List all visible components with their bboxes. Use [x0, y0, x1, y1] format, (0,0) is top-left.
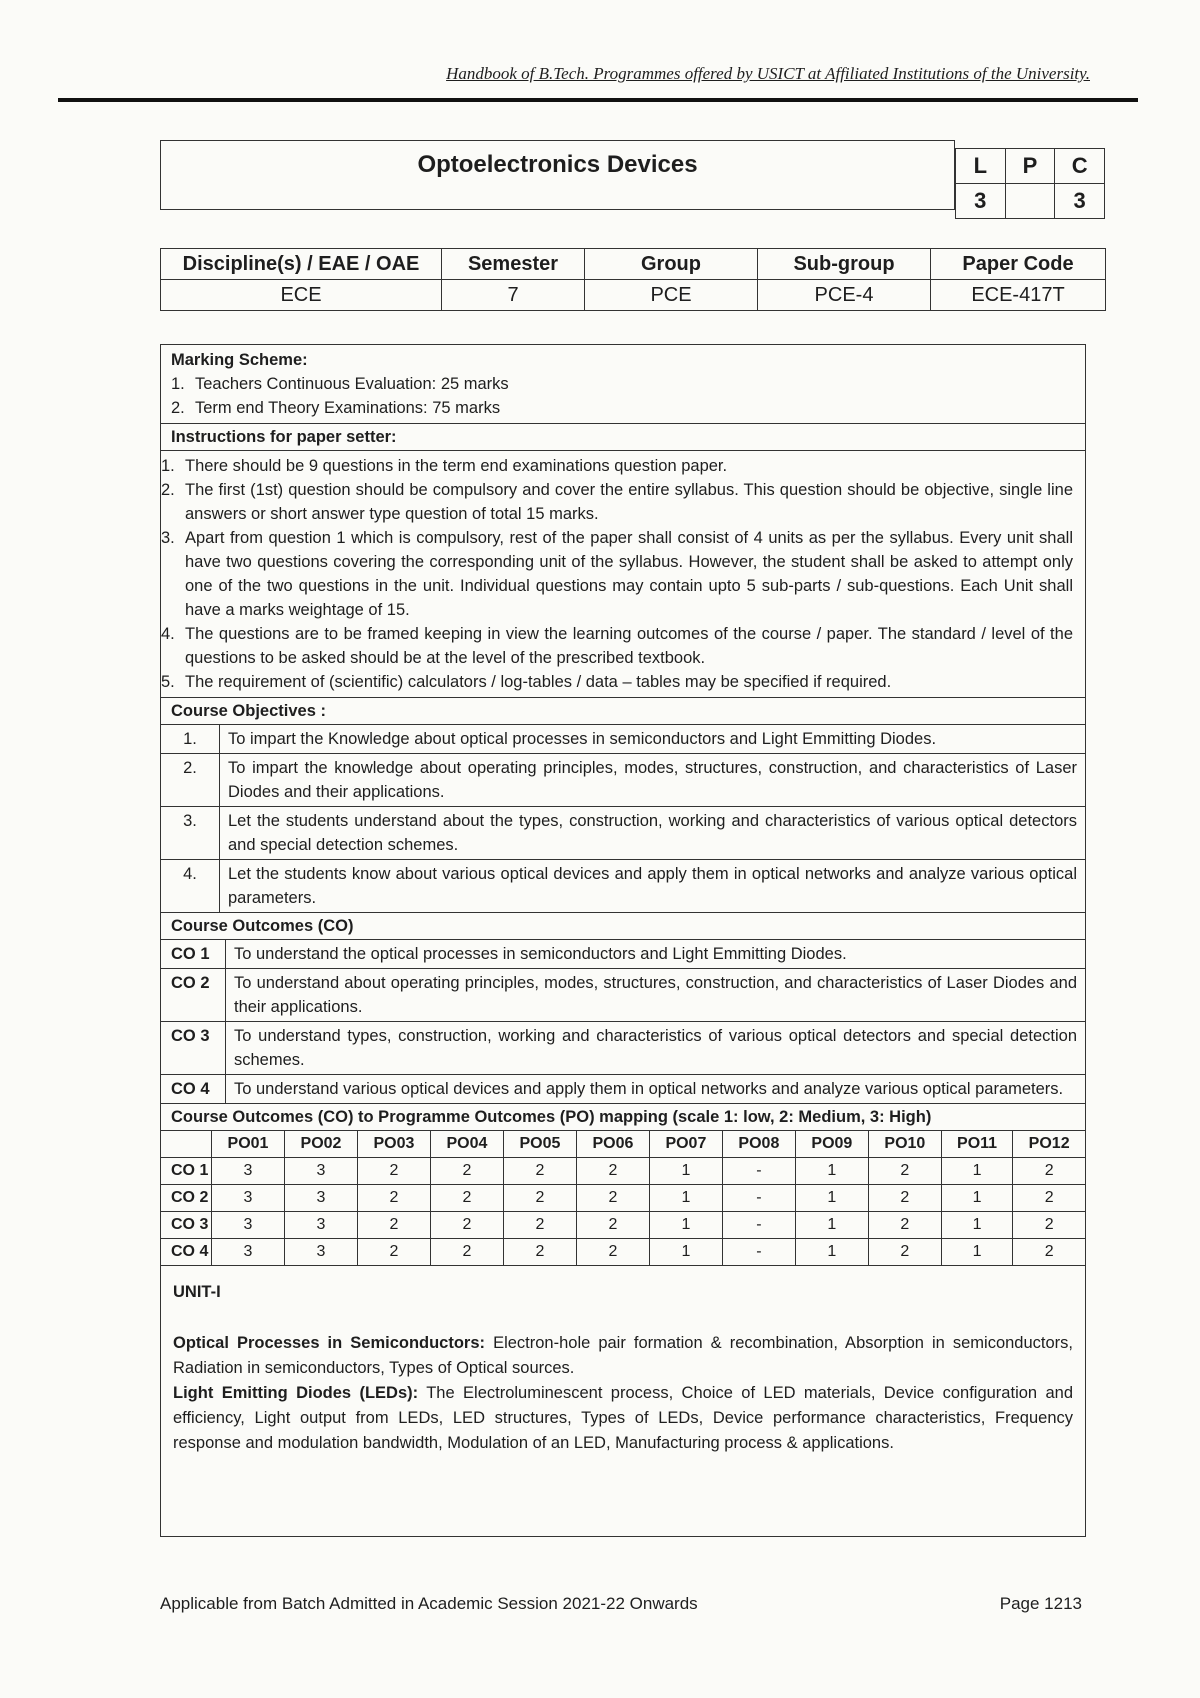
mapping-header-row: [161, 1131, 1085, 1158]
table-row: [161, 1212, 1085, 1239]
lpc-value-l: 3: [956, 184, 1006, 219]
outcome-code: CO 1: [161, 940, 226, 969]
lpc-table: [955, 148, 1105, 219]
mapping-cell: 2: [1013, 1239, 1085, 1266]
mapping-row-label: CO 1: [161, 1158, 212, 1185]
mapping-cell: 1: [941, 1185, 1012, 1212]
mapping-cell: 3: [212, 1158, 285, 1185]
lpc-value-c: 3: [1055, 184, 1105, 219]
mapping-cell: 1: [941, 1158, 1012, 1185]
mapping-cell: 2: [503, 1185, 576, 1212]
course-title-box: [160, 140, 955, 210]
objectives-title: Course Objectives :: [161, 698, 1085, 725]
outcomes-title: Course Outcomes (CO): [161, 913, 1085, 940]
objective-text: Let the students understand about the types, construction, working and characteristics of various optical detectors and special detection schemes.: [220, 807, 1086, 860]
disc-value-semester: 7: [442, 280, 585, 311]
mapping-table: [161, 1131, 1085, 1266]
mapping-cell: 2: [430, 1239, 503, 1266]
objective-num: 2.: [161, 754, 220, 807]
lpc-value-p: [1005, 184, 1055, 219]
mapping-row-label: CO 2: [161, 1185, 212, 1212]
mapping-row-label: CO 3: [161, 1212, 212, 1239]
lpc-header-p: P: [1005, 149, 1055, 184]
instruction-item: The questions are to be framed keeping in view the learning outcomes of the course / paper. The standard / level of the questions to be asked should be at the level of the prescribed textbook.: [185, 625, 1073, 667]
outcome-code: CO 3: [161, 1022, 226, 1075]
disc-header-semester: Semester: [442, 249, 585, 280]
list-item: 1. There should be 9 questions in the term end examinations question paper.: [161, 454, 1073, 478]
disc-value-discipline: ECE: [161, 280, 442, 311]
objectives-table: [161, 725, 1085, 913]
objective-text: To impart the knowledge about operating principles, modes, structures, construction, and characteristics of Laser Diodes and their applications.: [220, 754, 1086, 807]
objective-text: To impart the Knowledge about optical processes in semiconductors and Light Emmitting Diodes.: [220, 725, 1086, 754]
table-row: [161, 754, 1085, 807]
table-row: [161, 725, 1085, 754]
mapping-cell: 2: [1013, 1158, 1085, 1185]
mapping-cell: 2: [430, 1212, 503, 1239]
mapping-cell: 1: [941, 1239, 1012, 1266]
mapping-header-cell: PO08: [722, 1131, 795, 1158]
disc-header-group: Group: [585, 249, 758, 280]
lpc-header-c: C: [1055, 149, 1105, 184]
mapping-cell: 3: [212, 1185, 285, 1212]
mapping-cell: 2: [430, 1185, 503, 1212]
handbook-header: Handbook of B.Tech. Programmes offered by USICT at Affiliated Institutions of the University.: [446, 64, 1090, 83]
mapping-cell: -: [722, 1185, 795, 1212]
mapping-cell: 2: [868, 1158, 941, 1185]
mapping-cell: 1: [795, 1158, 868, 1185]
list-item: 2. Term end Theory Examinations: 75 marks: [171, 396, 1075, 420]
list-item: 2. The first (1st) question should be compulsory and cover the entire syllabus. This question should be objective, single line answers or short answer type question of total 15 marks.: [161, 478, 1073, 526]
mapping-cell: 1: [941, 1212, 1012, 1239]
unit-1-para-1-head: Optical Processes in Semiconductors:: [173, 1334, 486, 1352]
mapping-cell: 2: [357, 1239, 430, 1266]
marking-item: Teachers Continuous Evaluation: 25 marks: [195, 375, 509, 393]
outcome-text: To understand types, construction, working and characteristics of various optical detectors and special detection schemes.: [226, 1022, 1086, 1075]
mapping-cell: 2: [430, 1158, 503, 1185]
mapping-cell: 1: [649, 1158, 722, 1185]
mapping-cell: 2: [357, 1158, 430, 1185]
mapping-cell: -: [722, 1212, 795, 1239]
mapping-cell: -: [722, 1158, 795, 1185]
header-rule: [58, 98, 1138, 102]
mapping-cell: 2: [868, 1239, 941, 1266]
mapping-header-cell: PO09: [795, 1131, 868, 1158]
mapping-cell: 3: [284, 1158, 357, 1185]
disc-value-paper-code: ECE-417T: [931, 280, 1106, 311]
disc-header-discipline: Discipline(s) / EAE / OAE: [161, 249, 442, 280]
unit-1-para-2-text: The Electroluminescent process, Choice of LED materials, Device configuration and efficiency, Light output from LEDs, LED structures, Types of LEDs, Device performance characteristics, Frequency response and modulation bandwidth, Modulation of an LED, Manufacturing process & applications.: [173, 1384, 1073, 1452]
mapping-cell: 3: [284, 1239, 357, 1266]
mapping-cell: 2: [576, 1185, 649, 1212]
mapping-row-label: CO 4: [161, 1239, 212, 1266]
mapping-cell: 3: [284, 1212, 357, 1239]
mapping-header-cell: PO04: [430, 1131, 503, 1158]
table-row: [161, 1185, 1085, 1212]
table-row: [161, 969, 1085, 1022]
mapping-header-cell: PO07: [649, 1131, 722, 1158]
list-item: 4. The questions are to be framed keeping in view the learning outcomes of the course / paper. The standard / level of the questions to be asked should be at the level of the prescribed textbook.: [161, 622, 1073, 670]
mapping-header-cell: PO06: [576, 1131, 649, 1158]
unit-1-para-1: [173, 1331, 1073, 1381]
mapping-cell: 2: [576, 1158, 649, 1185]
disc-value-subgroup: PCE-4: [758, 280, 931, 311]
mapping-header-cell: PO02: [284, 1131, 357, 1158]
mapping-cell: 2: [576, 1212, 649, 1239]
unit-1-para-2: [173, 1381, 1073, 1456]
outcome-text: To understand about operating principles, modes, structures, construction, and characteristics of Laser Diodes and their applications.: [226, 969, 1086, 1022]
instruction-item: The first (1st) question should be compulsory and cover the entire syllabus. This question should be objective, single line answers or short answer type question of total 15 marks.: [185, 481, 1073, 523]
objective-num: 3.: [161, 807, 220, 860]
mapping-cell: 1: [795, 1185, 868, 1212]
mapping-cell: 1: [649, 1239, 722, 1266]
mapping-header-cell: PO01: [212, 1131, 285, 1158]
unit-1-para-1-text: Electron-hole pair formation & recombination, Absorption in semiconductors, Radiation in semiconductors, Types of Optical sources.: [173, 1334, 1073, 1377]
mapping-cell: 2: [503, 1158, 576, 1185]
mapping-header-cell: PO03: [357, 1131, 430, 1158]
mapping-header-cell: PO05: [503, 1131, 576, 1158]
outcome-code: CO 4: [161, 1075, 226, 1104]
mapping-cell: 2: [357, 1212, 430, 1239]
instruction-item: There should be 9 questions in the term end examinations question paper.: [185, 457, 728, 475]
table-row: [161, 860, 1085, 913]
footer-applicability: Applicable from Batch Admitted in Academic Session 2021-22 Onwards: [160, 1594, 698, 1613]
discipline-table: [160, 248, 1106, 311]
disc-header-subgroup: Sub-group: [758, 249, 931, 280]
mapping-header-cell: PO12: [1013, 1131, 1085, 1158]
mapping-cell: 2: [503, 1212, 576, 1239]
objective-text: Let the students know about various optical devices and apply them in optical networks and analyze various optical parameters.: [220, 860, 1086, 913]
table-row: [161, 1158, 1085, 1185]
mapping-title: Course Outcomes (CO) to Programme Outcomes (PO) mapping (scale 1: low, 2: Medium, 3: High): [161, 1104, 1085, 1131]
table-row: [161, 1075, 1085, 1104]
footer-page-number: Page 1213: [999, 1594, 1082, 1613]
mapping-cell: 1: [649, 1212, 722, 1239]
list-item: 5. The requirement of (scientific) calculators / log-tables / data – tables may be specified if required.: [161, 670, 1073, 694]
mapping-cell: 2: [503, 1239, 576, 1266]
mapping-cell: -: [722, 1239, 795, 1266]
outcome-code: CO 2: [161, 969, 226, 1022]
syllabus-box: [160, 344, 1086, 1537]
mapping-cell: 1: [795, 1239, 868, 1266]
marking-scheme: [161, 345, 1085, 424]
outcomes-table: [161, 940, 1085, 1104]
mapping-cell: 2: [868, 1185, 941, 1212]
disc-header-paper-code: Paper Code: [931, 249, 1106, 280]
mapping-cell: 3: [284, 1185, 357, 1212]
mapping-cell: 2: [357, 1185, 430, 1212]
mapping-cell: 2: [1013, 1185, 1085, 1212]
marking-scheme-title: Marking Scheme:: [171, 351, 308, 369]
unit-1-section: [161, 1266, 1085, 1470]
mapping-cell: 2: [868, 1212, 941, 1239]
mapping-header-cell: PO11: [941, 1131, 1012, 1158]
instructions-list: [161, 451, 1085, 698]
list-item: 3. Apart from question 1 which is compulsory, rest of the paper shall consist of 4 units as per the syllabus. Every unit shall have two questions covering the corresponding unit of the syllabus. However, the student shall be asked to attempt only one of the two questions in the unit. Individual questions may contain upto 5 sub-parts / sub-questions. Each Unit shall have a marks weightage of 15.: [161, 526, 1073, 622]
course-title: Optoelectronics Devices: [417, 151, 698, 178]
unit-1-para-2-head: Light Emitting Diodes (LEDs):: [173, 1384, 419, 1402]
mapping-header-cell: PO10: [868, 1131, 941, 1158]
outcome-text: To understand various optical devices and apply them in optical networks and analyze various optical parameters.: [226, 1075, 1086, 1104]
marking-item: Term end Theory Examinations: 75 marks: [195, 399, 501, 417]
mapping-corner-cell: [161, 1131, 212, 1158]
table-row: [161, 1022, 1085, 1075]
list-item: 1. Teachers Continuous Evaluation: 25 marks: [171, 372, 1075, 396]
objective-num: 1.: [161, 725, 220, 754]
instructions-title: Instructions for paper setter:: [161, 424, 1085, 451]
objective-num: 4.: [161, 860, 220, 913]
disc-value-group: PCE: [585, 280, 758, 311]
instruction-item: The requirement of (scientific) calculators / log-tables / data – tables may be specified if required.: [185, 673, 892, 691]
instruction-item: Apart from question 1 which is compulsory, rest of the paper shall consist of 4 units as per the syllabus. Every unit shall have two questions covering the corresponding unit of the syllabus. However, the student shall be asked to attempt only one of the two questions in the unit. Individual questions may contain upto 5 sub-parts / sub-questions. Each Unit shall have a marks weightage of 15.: [185, 529, 1073, 619]
mapping-cell: 2: [576, 1239, 649, 1266]
table-row: [161, 940, 1085, 969]
lpc-header-l: L: [956, 149, 1006, 184]
mapping-cell: 3: [212, 1239, 285, 1266]
mapping-cell: 2: [1013, 1212, 1085, 1239]
unit-1-title: UNIT-I: [173, 1283, 221, 1301]
mapping-cell: 1: [649, 1185, 722, 1212]
mapping-cell: 1: [795, 1212, 868, 1239]
outcome-text: To understand the optical processes in semiconductors and Light Emmitting Diodes.: [226, 940, 1086, 969]
mapping-cell: 3: [212, 1212, 285, 1239]
table-row: [161, 1239, 1085, 1266]
table-row: [161, 807, 1085, 860]
